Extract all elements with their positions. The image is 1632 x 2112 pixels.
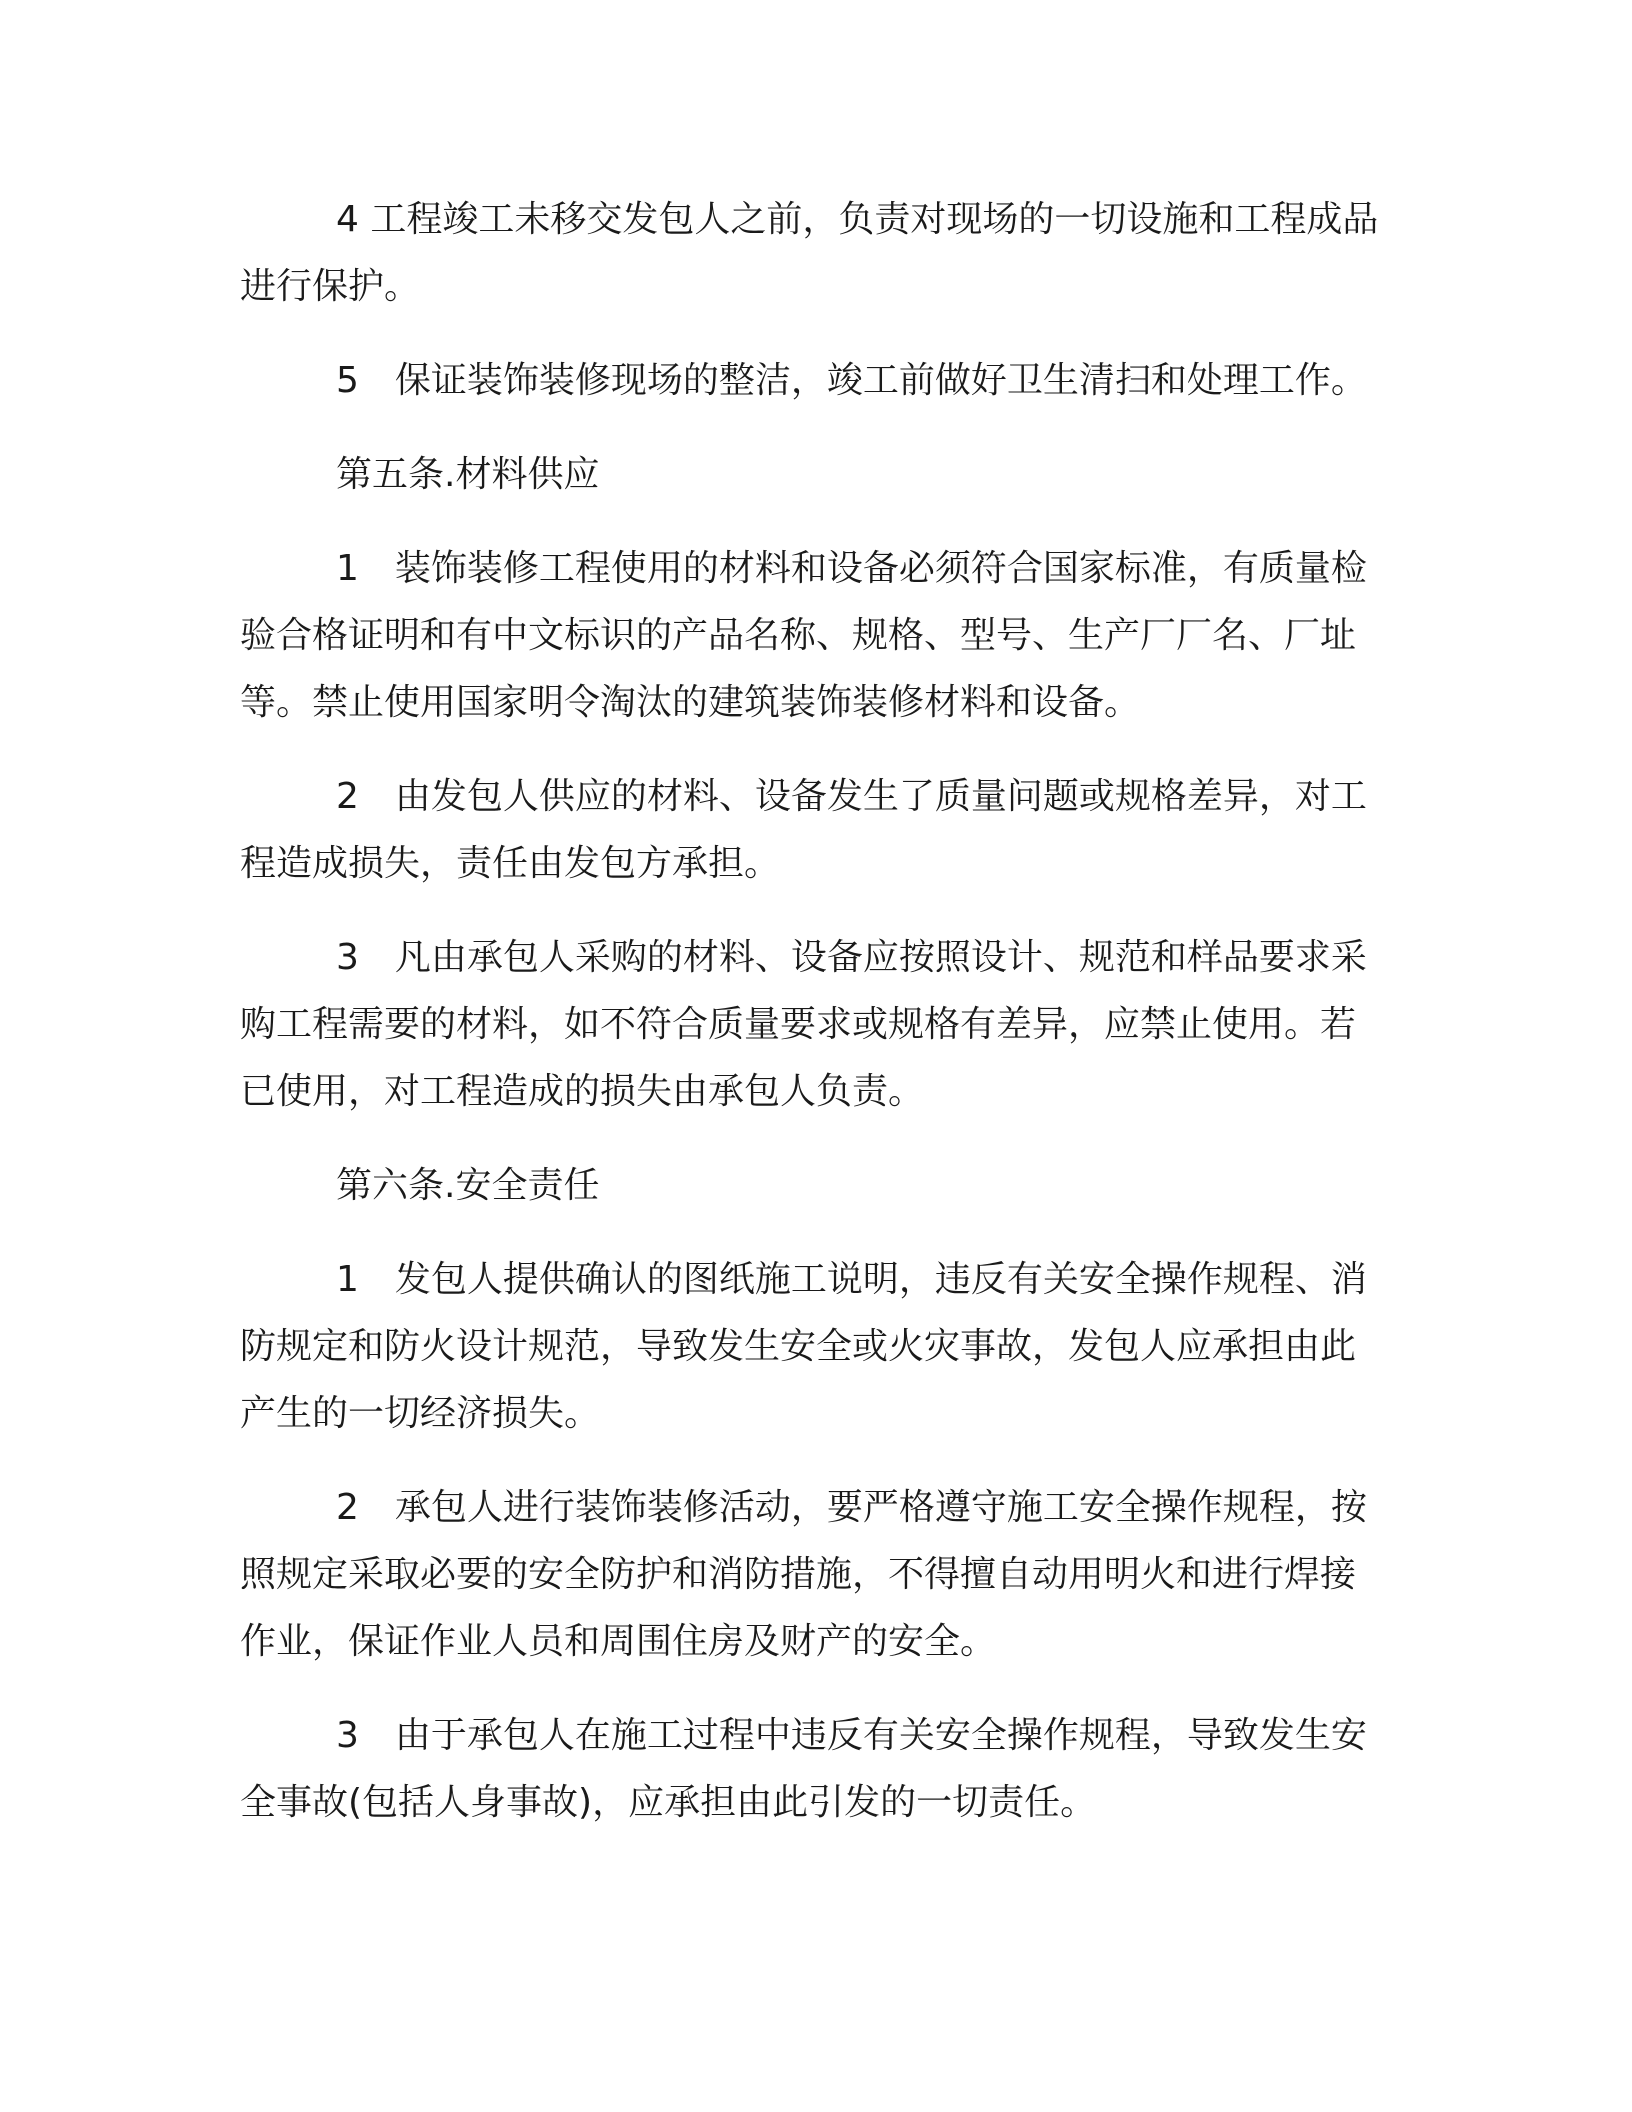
section-heading-safety-responsibility: 第六条.安全责任 bbox=[336, 1165, 600, 1206]
paragraph-material-2: 2 由发包人供应的材料、设备发生了质量问题或规格差异，对工程造成损失，责任由发包方承担。 bbox=[240, 776, 1367, 884]
section-heading-material-supply: 第五条.材料供应 bbox=[336, 454, 600, 495]
paragraph-material-1: 1 装饰装修工程使用的材料和设备必须符合国家标准，有质量检验合格证明和有中文标识的产品名称、规格、型号、生产厂厂名、厂址等。禁止使用国家明令淘汰的建筑装饰装修材料和设备。 bbox=[240, 548, 1367, 723]
paragraph-material-3: 3 凡由承包人采购的材料、设备应按照设计、规范和样品要求采购工程需要的材料，如不符合质量要求或规格有差异，应禁止使用。若已使用，对工程造成的损失由承包人负责。 bbox=[240, 937, 1367, 1112]
paragraph-safety-1: 1 发包人提供确认的图纸施工说明，违反有关安全操作规程、消防规定和防火设计规范，导致发生安全或火灾事故，发包人应承担由此产生的一切经济损失。 bbox=[240, 1259, 1367, 1434]
document-page bbox=[240, 186, 1390, 1863]
paragraph-item-5-cleanliness: 5 保证装饰装修现场的整洁，竣工前做好卫生清扫和处理工作。 bbox=[336, 360, 1367, 401]
paragraph-safety-2: 2 承包人进行装饰装修活动，要严格遵守施工安全操作规程，按照规定采取必要的安全防护和消防措施，不得擅自动用明火和进行焊接作业，保证作业人员和周围住房及财产的安全。 bbox=[240, 1487, 1367, 1662]
paragraph-safety-3: 3 由于承包人在施工过程中违反有关安全操作规程，导致发生安全事故(包括人身事故)，应承担由此引发的一切责任。 bbox=[240, 1715, 1367, 1823]
paragraph-item-4-protection: 4 工程竣工未移交发包人之前，负责对现场的一切设施和工程成品进行保护。 bbox=[240, 199, 1379, 307]
